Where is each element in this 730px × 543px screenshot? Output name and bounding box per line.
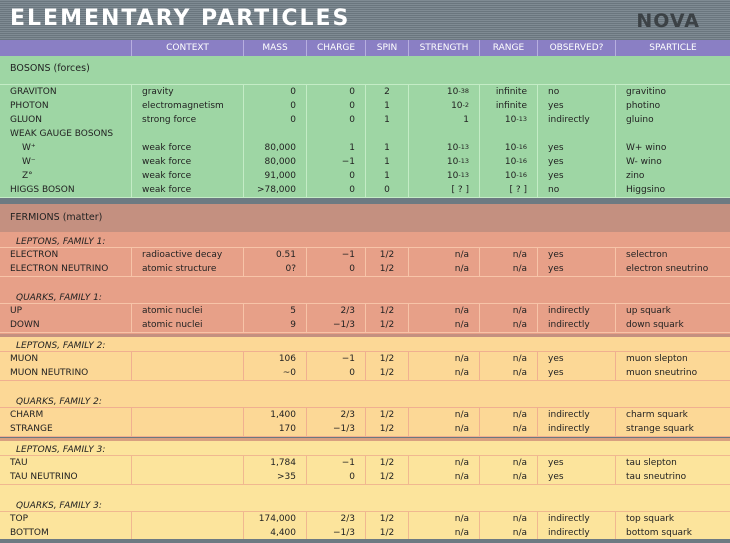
- cell-spin: 1/2: [365, 512, 408, 526]
- cell-mass: ~0: [243, 366, 306, 380]
- cell-charge: 0: [306, 169, 365, 183]
- cell-context: electromagnetism: [131, 99, 243, 113]
- cell-spin: [365, 127, 408, 141]
- table-row: [0, 408, 730, 423]
- family-divider: [0, 334, 730, 337]
- cell-strength: $10^{-13}$: [408, 155, 479, 169]
- cell-spin: 2: [365, 85, 408, 99]
- column-header-row: [0, 40, 730, 56]
- cell-context: weak force: [131, 141, 243, 155]
- cell-range: n/a: [479, 262, 537, 276]
- cell-sparticle: muon slepton: [615, 352, 730, 366]
- cell-context: gravity: [131, 85, 243, 99]
- cell-charge: 2/3: [306, 512, 365, 526]
- cell-charge: [306, 127, 365, 141]
- cell-range: $10^{-16}$: [479, 169, 537, 183]
- cell-sparticle: photino: [615, 99, 730, 113]
- column-header-charge: CHARGE: [306, 40, 365, 56]
- cell-observed: no: [537, 85, 615, 99]
- cell-charge: −1: [306, 456, 365, 470]
- cell-strength: $10^{-38}$: [408, 85, 479, 99]
- family-label: QUARKS, FAMILY 1:: [16, 293, 102, 303]
- cell-sparticle: bottom squark: [615, 526, 730, 540]
- cell-observed: indirectly: [537, 113, 615, 127]
- cell-charge: 0: [306, 99, 365, 113]
- cell-mass: 170: [243, 422, 306, 436]
- cell-range: n/a: [479, 318, 537, 332]
- cell-name: TAU NEUTRINO: [10, 472, 78, 482]
- cell-strength: n/a: [408, 512, 479, 526]
- cell-strength: n/a: [408, 304, 479, 318]
- cell-sparticle: up squark: [615, 304, 730, 318]
- cell-sparticle: gluino: [615, 113, 730, 127]
- table-row: [0, 352, 730, 367]
- cell-name: GLUON: [10, 115, 42, 125]
- cell-charge: 1: [306, 141, 365, 155]
- cell-mass: 106: [243, 352, 306, 366]
- cell-strength: n/a: [408, 366, 479, 380]
- cell-mass: 1,400: [243, 408, 306, 422]
- cell-strength: $10^{-2}$: [408, 99, 479, 113]
- page-title: ELEMENTARY PARTICLES: [10, 6, 351, 31]
- cell-mass: 91,000: [243, 169, 306, 183]
- cell-observed: yes: [537, 155, 615, 169]
- cell-sparticle: W- wino: [615, 155, 730, 169]
- cell-strength: $10^{-13}$: [408, 141, 479, 155]
- cell-spin: 1/2: [365, 318, 408, 332]
- cell-mass: 0: [243, 99, 306, 113]
- cell-observed: no: [537, 183, 615, 197]
- cell-name: HIGGS BOSON: [10, 185, 75, 195]
- cell-name: W⁻: [22, 157, 36, 167]
- cell-range: $10^{-16}$: [479, 141, 537, 155]
- cell-context: [131, 366, 243, 380]
- table-row: [0, 183, 730, 198]
- cell-context: [131, 512, 243, 526]
- table-row: [0, 127, 730, 142]
- cell-strength: n/a: [408, 470, 479, 484]
- table-row: [0, 99, 730, 114]
- cell-mass: 80,000: [243, 141, 306, 155]
- nova-logo: NOVA: [636, 10, 700, 32]
- cell-sparticle: tau sneutrino: [615, 470, 730, 484]
- cell-sparticle: [615, 127, 730, 141]
- cell-sparticle: top squark: [615, 512, 730, 526]
- cell-range: [479, 127, 537, 141]
- cell-range: n/a: [479, 422, 537, 436]
- cell-charge: 0: [306, 470, 365, 484]
- cell-context: [131, 408, 243, 422]
- cell-charge: 0: [306, 85, 365, 99]
- cell-spin: 1: [365, 113, 408, 127]
- cell-range: infinite: [479, 99, 537, 113]
- cell-name: DOWN: [10, 320, 40, 330]
- table-row: [0, 113, 730, 128]
- cell-range: $10^{-13}$: [479, 113, 537, 127]
- cell-context: atomic nuclei: [131, 318, 243, 332]
- cell-name: PHOTON: [10, 101, 49, 111]
- cell-spin: 1/2: [365, 456, 408, 470]
- cell-spin: 1/2: [365, 304, 408, 318]
- cell-sparticle: down squark: [615, 318, 730, 332]
- cell-observed: yes: [537, 248, 615, 262]
- cell-spin: 0: [365, 183, 408, 197]
- cell-strength: n/a: [408, 248, 479, 262]
- column-header-context: CONTEXT: [131, 40, 243, 56]
- cell-mass: 9: [243, 318, 306, 332]
- table-row: [0, 512, 730, 527]
- column-header-name: [0, 40, 131, 56]
- cell-mass: >35: [243, 470, 306, 484]
- cell-name: CHARM: [10, 410, 44, 420]
- cell-charge: 0: [306, 366, 365, 380]
- cell-charge: 2/3: [306, 304, 365, 318]
- cell-range: n/a: [479, 456, 537, 470]
- title-bar: [0, 0, 730, 40]
- cell-observed: yes: [537, 99, 615, 113]
- cell-mass: 80,000: [243, 155, 306, 169]
- cell-name: ELECTRON: [10, 250, 59, 260]
- table-row: [0, 262, 730, 277]
- cell-mass: 0: [243, 113, 306, 127]
- cell-observed: indirectly: [537, 304, 615, 318]
- cell-strength: n/a: [408, 408, 479, 422]
- cell-sparticle: strange squark: [615, 422, 730, 436]
- cell-mass: 1,784: [243, 456, 306, 470]
- cell-range: n/a: [479, 408, 537, 422]
- cell-spin: 1: [365, 155, 408, 169]
- cell-name: MUON: [10, 354, 39, 364]
- cell-observed: yes: [537, 470, 615, 484]
- cell-sparticle: zino: [615, 169, 730, 183]
- cell-range: n/a: [479, 470, 537, 484]
- cell-charge: −1/3: [306, 526, 365, 540]
- cell-mass: [243, 127, 306, 141]
- cell-charge: 0: [306, 183, 365, 197]
- cell-context: atomic structure: [131, 262, 243, 276]
- cell-mass: 0.51: [243, 248, 306, 262]
- cell-range: n/a: [479, 366, 537, 380]
- cell-range: n/a: [479, 248, 537, 262]
- cell-spin: 1: [365, 99, 408, 113]
- cell-name: UP: [10, 306, 23, 316]
- cell-charge: 0: [306, 113, 365, 127]
- cell-sparticle: charm squark: [615, 408, 730, 422]
- cell-observed: yes: [537, 456, 615, 470]
- cell-sparticle: muon sneutrino: [615, 366, 730, 380]
- table-row: [0, 248, 730, 263]
- column-header-observed: OBSERVED?: [537, 40, 615, 56]
- cell-mass: >78,000: [243, 183, 306, 197]
- fermions-heading: FERMIONS (matter): [10, 212, 103, 223]
- cell-strength: n/a: [408, 318, 479, 332]
- cell-spin: 1/2: [365, 408, 408, 422]
- cell-spin: 1/2: [365, 470, 408, 484]
- cell-spin: 1/2: [365, 366, 408, 380]
- cell-observed: indirectly: [537, 422, 615, 436]
- cell-observed: indirectly: [537, 318, 615, 332]
- family-label: LEPTONS, FAMILY 2:: [16, 341, 106, 351]
- cell-strength: n/a: [408, 422, 479, 436]
- cell-context: strong force: [131, 113, 243, 127]
- cell-sparticle: electron sneutrino: [615, 262, 730, 276]
- cell-name: ELECTRON NEUTRINO: [10, 264, 109, 274]
- cell-range: infinite: [479, 85, 537, 99]
- cell-sparticle: W+ wino: [615, 141, 730, 155]
- cell-name: W⁺: [22, 143, 36, 153]
- cell-context: weak force: [131, 169, 243, 183]
- cell-name: GRAVITON: [10, 87, 57, 97]
- table-row: [0, 155, 730, 170]
- family-label: LEPTONS, FAMILY 1:: [16, 237, 106, 247]
- cell-spin: 1/2: [365, 526, 408, 540]
- cell-context: [131, 422, 243, 436]
- cell-charge: −1/3: [306, 422, 365, 436]
- cell-range: [ ? ]: [479, 183, 537, 197]
- cell-strength: 1: [408, 113, 479, 127]
- cell-sparticle: Higgsino: [615, 183, 730, 197]
- table-row: [0, 169, 730, 184]
- cell-strength: $10^{-13}$: [408, 169, 479, 183]
- cell-range: n/a: [479, 304, 537, 318]
- cell-charge: −1: [306, 352, 365, 366]
- column-header-spin: SPIN: [365, 40, 408, 56]
- cell-spin: 1/2: [365, 248, 408, 262]
- column-header-strength: STRENGTH: [408, 40, 479, 56]
- cell-sparticle: gravitino: [615, 85, 730, 99]
- cell-charge: −1: [306, 248, 365, 262]
- cell-range: $10^{-16}$: [479, 155, 537, 169]
- cell-range: n/a: [479, 526, 537, 540]
- cell-name: MUON NEUTRINO: [10, 368, 89, 378]
- cell-mass: 4,400: [243, 526, 306, 540]
- cell-spin: 1/2: [365, 352, 408, 366]
- cell-observed: yes: [537, 366, 615, 380]
- cell-mass: 174,000: [243, 512, 306, 526]
- cell-context: atomic nuclei: [131, 304, 243, 318]
- cell-context: weak force: [131, 183, 243, 197]
- family-label: LEPTONS, FAMILY 3:: [16, 445, 106, 455]
- cell-spin: 1/2: [365, 262, 408, 276]
- cell-sparticle: tau slepton: [615, 456, 730, 470]
- cell-strength: n/a: [408, 352, 479, 366]
- bosons-heading: BOSONS (forces): [10, 63, 90, 74]
- cell-strength: n/a: [408, 456, 479, 470]
- cell-strength: [408, 127, 479, 141]
- cell-context: [131, 470, 243, 484]
- cell-context: [131, 456, 243, 470]
- column-header-sparticle: SPARTICLE: [615, 40, 730, 56]
- cell-context: weak force: [131, 155, 243, 169]
- table-row: [0, 470, 730, 485]
- cell-name: TOP: [10, 514, 29, 524]
- table-row: [0, 85, 730, 100]
- cell-observed: indirectly: [537, 512, 615, 526]
- cell-context: radioactive decay: [131, 248, 243, 262]
- column-header-range: RANGE: [479, 40, 537, 56]
- cell-charge: 2/3: [306, 408, 365, 422]
- cell-context: [131, 127, 243, 141]
- cell-mass: 5: [243, 304, 306, 318]
- cell-name: STRANGE: [10, 424, 53, 434]
- family-label: QUARKS, FAMILY 2:: [16, 397, 102, 407]
- table-row: [0, 318, 730, 333]
- cell-charge: −1/3: [306, 318, 365, 332]
- cell-strength: [ ? ]: [408, 183, 479, 197]
- cell-name: WEAK GAUGE BOSONS: [10, 129, 114, 139]
- cell-observed: indirectly: [537, 408, 615, 422]
- cell-observed: yes: [537, 262, 615, 276]
- cell-observed: yes: [537, 169, 615, 183]
- cell-name: BOTTOM: [10, 528, 49, 538]
- cell-spin: 1: [365, 141, 408, 155]
- cell-name: TAU: [10, 458, 28, 468]
- table-row: [0, 141, 730, 156]
- cell-observed: yes: [537, 352, 615, 366]
- cell-observed: [537, 127, 615, 141]
- table-row: [0, 422, 730, 437]
- family-label: QUARKS, FAMILY 3:: [16, 501, 102, 511]
- table-row: [0, 366, 730, 381]
- cell-charge: −1: [306, 155, 365, 169]
- bottom-border: [0, 539, 730, 543]
- cell-strength: n/a: [408, 262, 479, 276]
- cell-sparticle: selectron: [615, 248, 730, 262]
- cell-range: n/a: [479, 512, 537, 526]
- cell-observed: yes: [537, 141, 615, 155]
- column-header-mass: MASS: [243, 40, 306, 56]
- cell-range: n/a: [479, 352, 537, 366]
- cell-charge: 0: [306, 262, 365, 276]
- cell-mass: 0: [243, 85, 306, 99]
- table-row: [0, 304, 730, 319]
- cell-context: [131, 352, 243, 366]
- cell-spin: 1/2: [365, 422, 408, 436]
- cell-name: Z°: [22, 171, 33, 181]
- cell-context: [131, 526, 243, 540]
- cell-mass: 0?: [243, 262, 306, 276]
- cell-observed: indirectly: [537, 526, 615, 540]
- cell-spin: 1: [365, 169, 408, 183]
- family-divider: [0, 438, 730, 441]
- cell-strength: n/a: [408, 526, 479, 540]
- table-row: [0, 456, 730, 471]
